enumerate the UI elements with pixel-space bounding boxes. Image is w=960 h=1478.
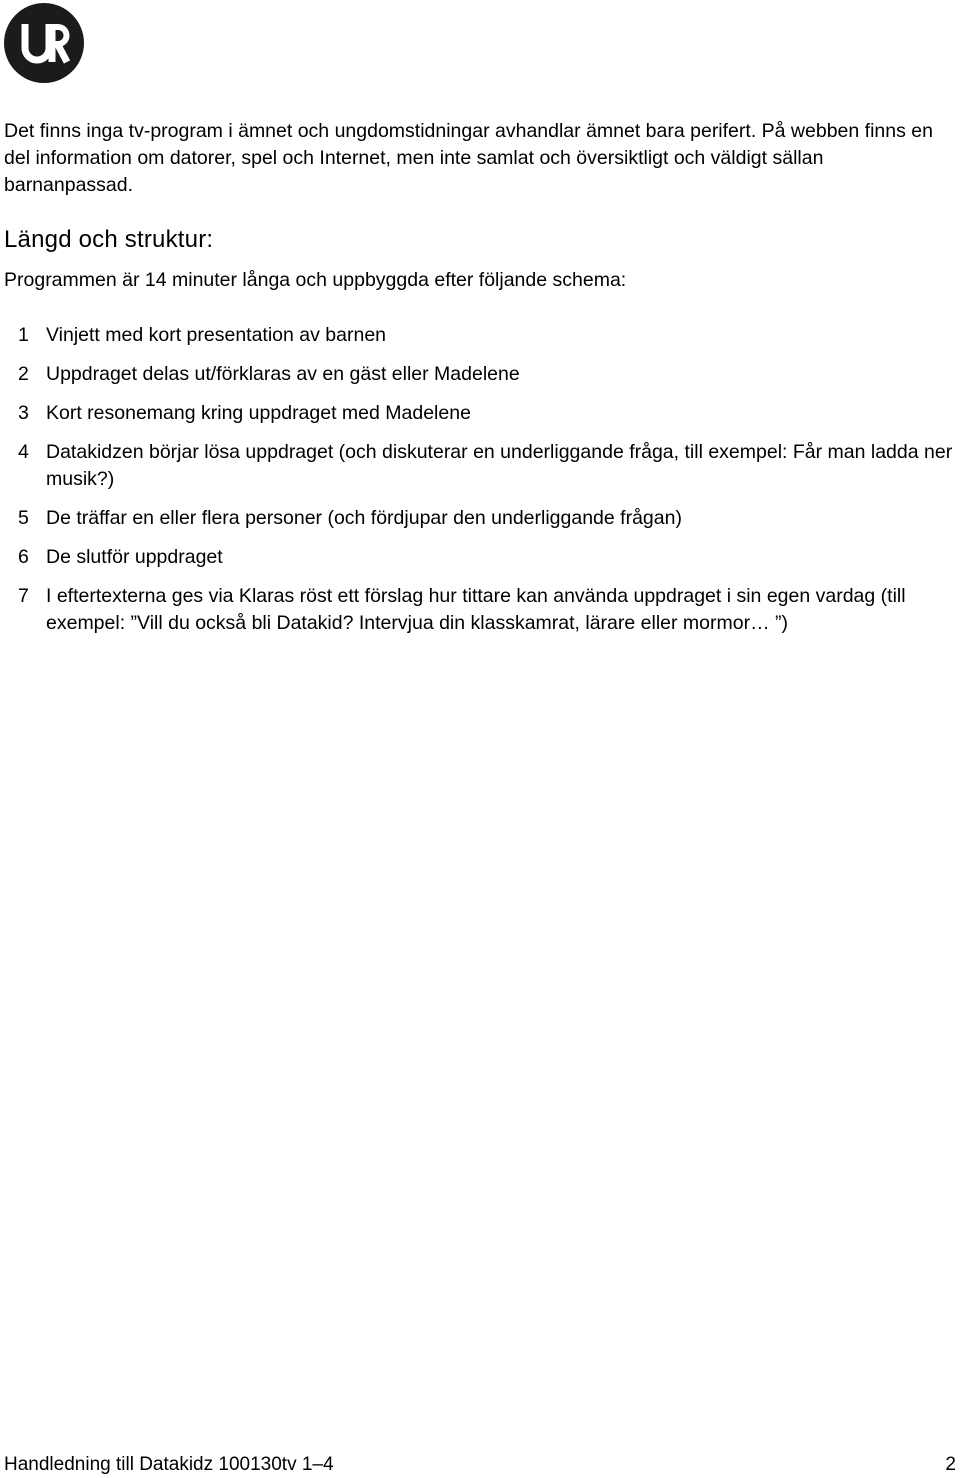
step-number: 3: [18, 402, 29, 424]
list-item: [0, 583, 960, 637]
step-text: I eftertexterna ges via Klaras röst ett förslag hur tittare kan använda uppdraget i sin egen vardag (till exempel: ”Vill du också bli Datakid? Intervjua din klasskamrat, lärare eller mormor… ”): [46, 585, 906, 634]
step-text: De slutför uppdraget: [46, 546, 223, 568]
step-number: 4: [18, 441, 29, 463]
footer-title: Handledning till Datakidz 100130tv 1–4: [4, 1454, 334, 1475]
step-number: 6: [18, 546, 29, 568]
list-item: [0, 544, 960, 571]
step-text: De träffar en eller flera personer (och fördjupar den underliggande frågan): [46, 507, 682, 529]
page-number: 2: [945, 1454, 956, 1475]
step-text: Kort resonemang kring uppdraget med Madelene: [46, 402, 471, 424]
list-item: [0, 400, 960, 427]
section-heading: Längd och struktur:: [4, 226, 214, 253]
step-text: Datakidzen börjar lösa uppdraget (och diskuterar en underliggande fråga, till exempel: Får man ladda ner musik?): [46, 441, 953, 490]
ur-logo-circle: [4, 3, 84, 83]
step-number: 2: [18, 363, 29, 385]
step-number: 5: [18, 507, 29, 529]
list-item: [0, 361, 960, 388]
steps-list: [0, 322, 960, 649]
list-item: [0, 439, 960, 493]
ur-logo: [3, 2, 85, 84]
step-text: Uppdraget delas ut/förklaras av en gäst eller Madelene: [46, 363, 520, 385]
schedule-intro: Programmen är 14 minuter långa och uppbyggda efter följande schema:: [4, 269, 627, 291]
list-item: [0, 322, 960, 349]
step-number: 7: [18, 585, 29, 607]
list-item: [0, 505, 960, 532]
step-text: Vinjett med kort presentation av barnen: [46, 324, 387, 346]
intro-paragraph: Det finns inga tv-program i ämnet och ungdomstidningar avhandlar ämnet bara perifert. På webben finns en del information om datorer, spel och Internet, men inte samlat och översiktligt och väldigt sällan barnanpassad.: [4, 120, 933, 196]
step-number: 1: [18, 324, 29, 346]
